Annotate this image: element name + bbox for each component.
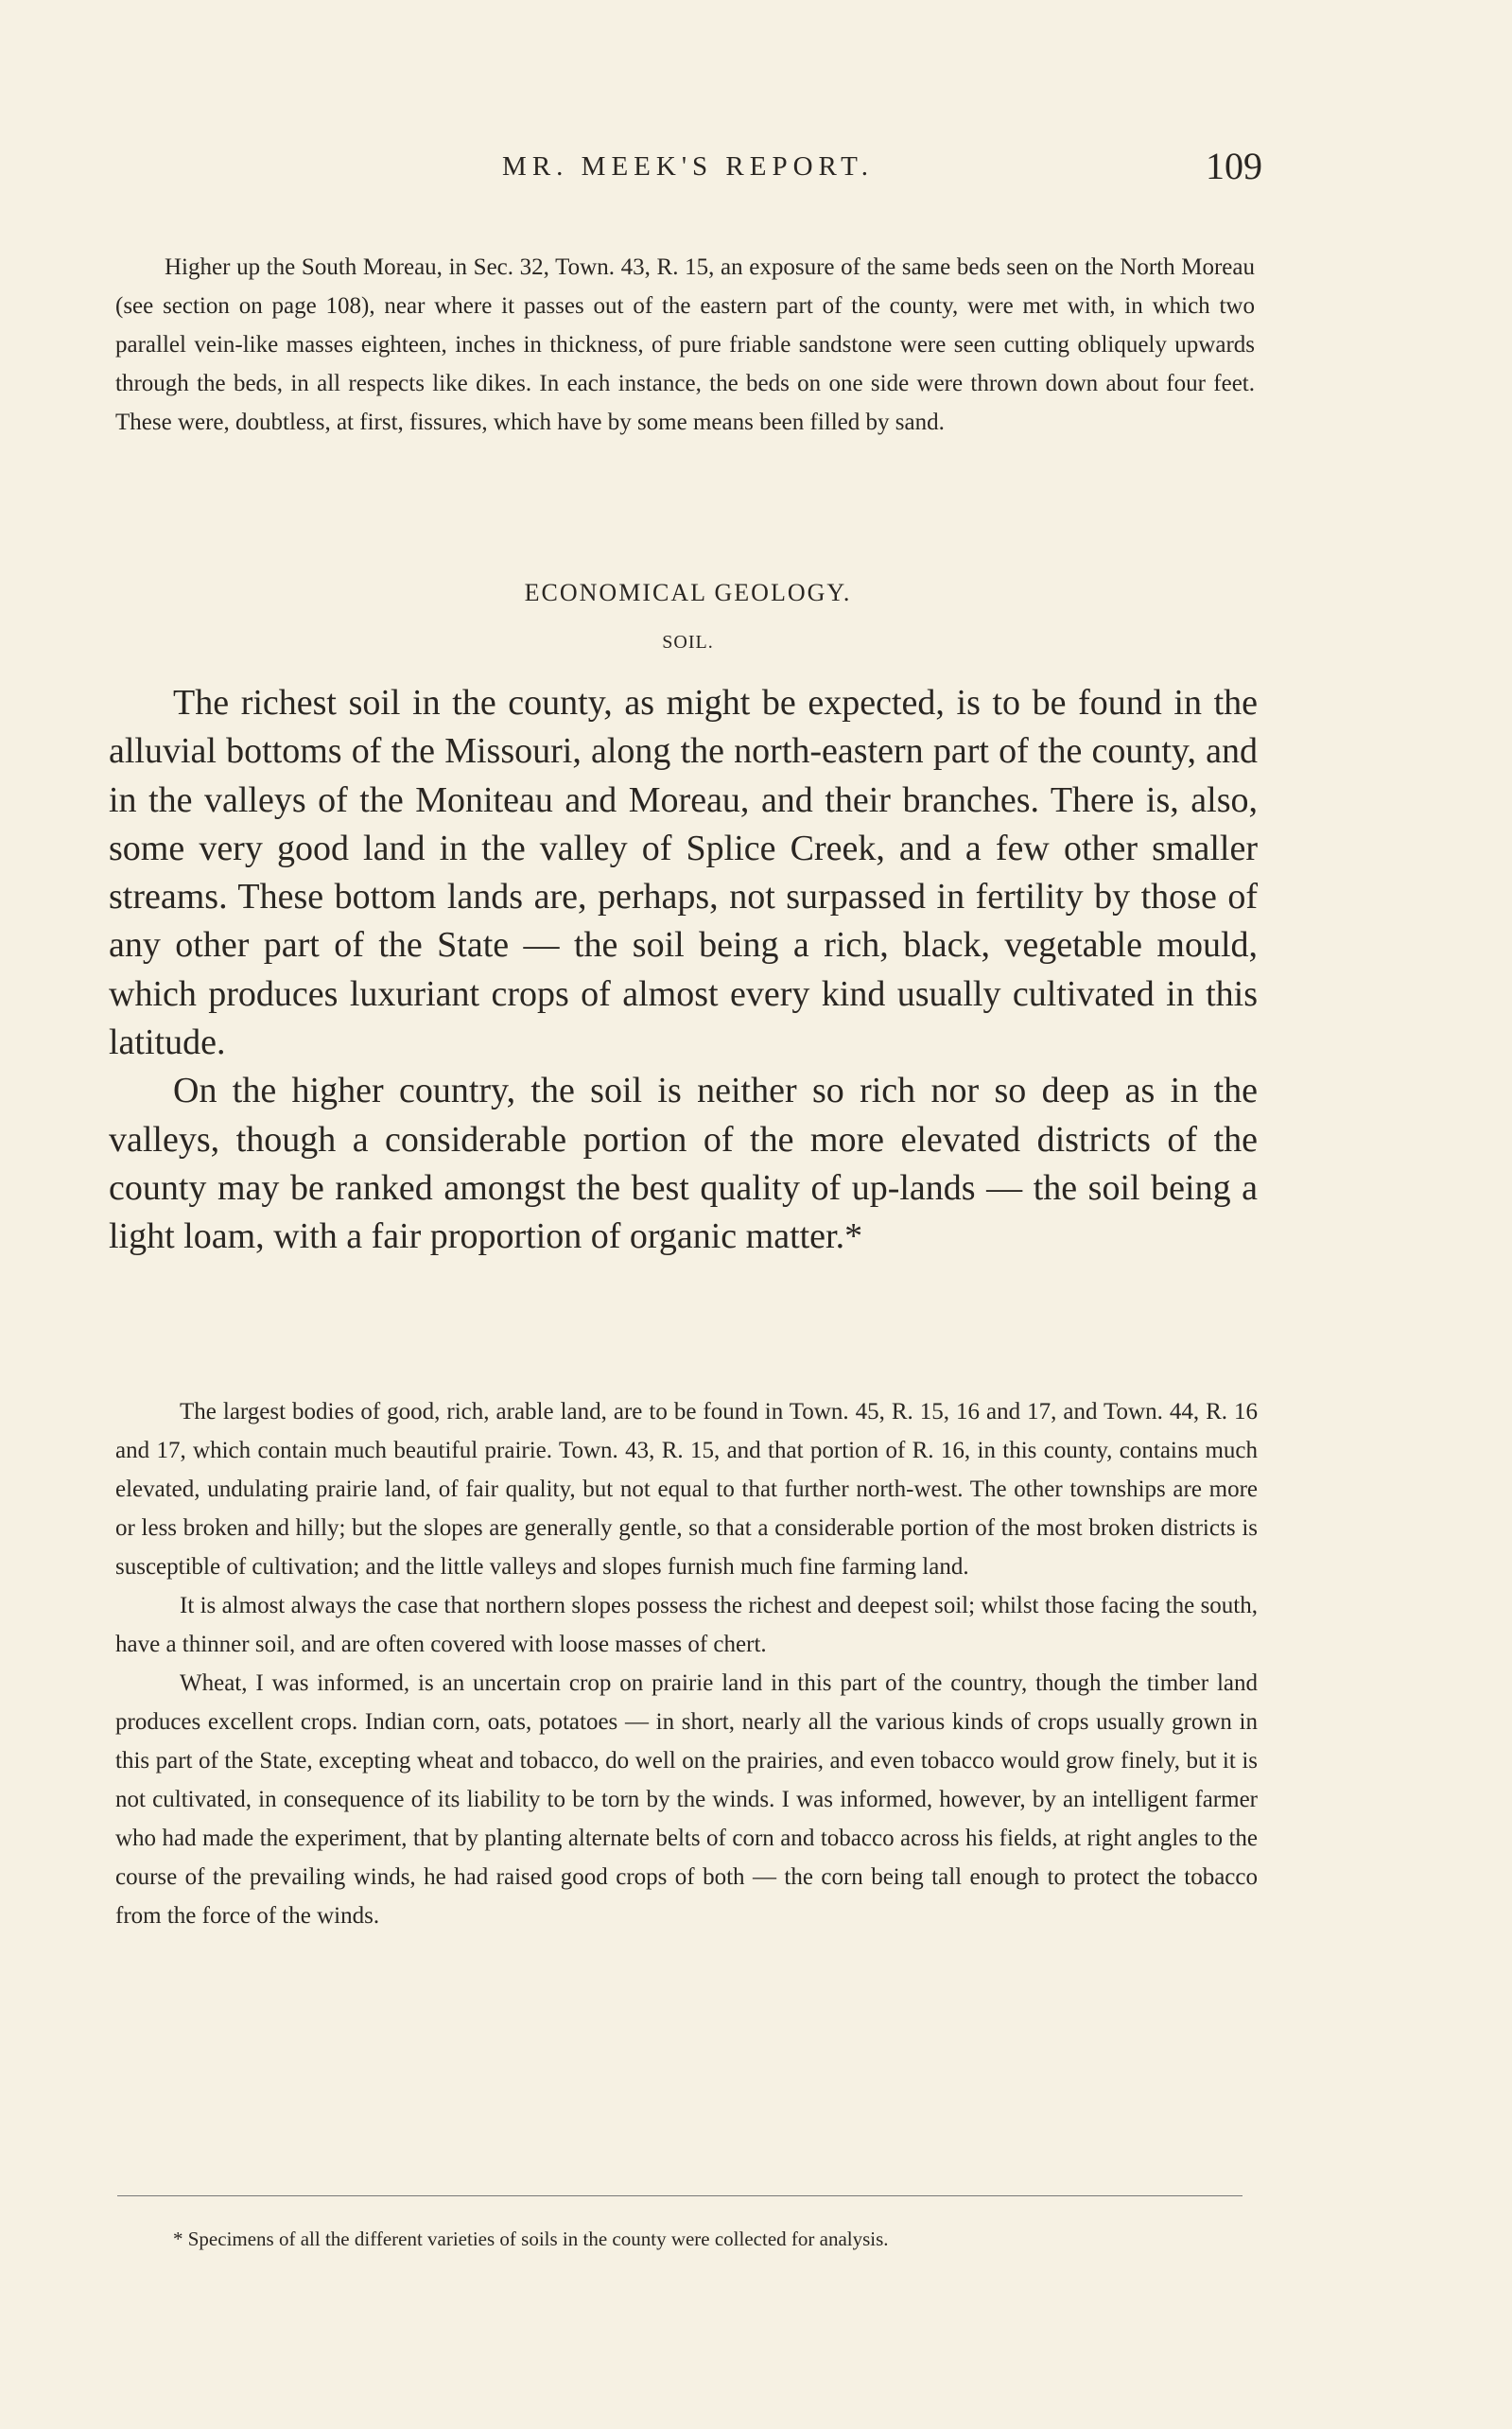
page-header xyxy=(113,144,1262,201)
intro-paragraph: Higher up the South Moreau, in Sec. 32, Town. 43, R. 15, an exposure of the same beds seen on the North Moreau (see section on page 108), near where it passes out of the eastern part of the county, were met with, in which two parallel vein-like masses eighteen, inches in thickness, of pure friable sandstone were seen cutting obliquely upwards through the beds, in all respects like dikes. In each instance, the beds on one side were thrown down about four feet. These were, doubtless, at first, fissures, which have by some means been filled by sand. xyxy=(115,254,1255,435)
subsection-heading: SOIL. xyxy=(662,632,714,653)
detail-paragraph-2: It is almost always the case that northern slopes possess the richest and deepest soil; whilst those facing the south, have a thinner soil, and are often covered with loose masses of chert. xyxy=(115,1593,1258,1657)
footnote-divider xyxy=(117,2195,1243,2196)
soil-detail-text xyxy=(115,1392,1258,1935)
detail-paragraph-1: The largest bodies of good, rich, arable land, are to be found in Town. 45, R. 15, 16 and 17, and Town. 44, R. 16 and 17, which contain much beautiful prairie. Town. 43, R. 15, and that portion of R. 16, in this county, contains much elevated, undulating prairie land, of fair quality, but not equal to that further north-west. The other townships are more or less broken and hilly; but the slopes are generally gentle, so that a considerable portion of the most broken districts is susceptible of cultivation; and the little valleys and slopes furnish much fine farming land. xyxy=(115,1399,1258,1580)
section-heading: ECONOMICAL GEOLOGY. xyxy=(524,579,852,606)
detail-paragraph-3: Wheat, I was informed, is an uncertain crop on prairie land in this part of the country, though the timber land produces excellent crops. Indian corn, oats, potatoes — in short, nearly all the various kinds of crops usually grown in this part of the State, excepting wheat and tobacco, do well on the prairies, and even tobacco would grow finely, but it is not cultivated, in consequence of its liability to be torn by the winds. I was informed, however, by an intelligent farmer who had made the experiment, that by planting alternate belts of corn and tobacco across his fields, at right angles to the course of the prevailing winds, he had raised good crops of both — the corn being tall enough to protect the tobacco from the force of the winds. xyxy=(115,1670,1258,1929)
soil-paragraph-2: On the higher country, the soil is neither so rich nor so deep as in the valleys, though a considerable portion of the more elevated districts of the county may be ranked amongst the best quality of up-lands — the soil being a light loam, with a fair proportion of organic matter.* xyxy=(109,1071,1258,1257)
soil-paragraph-1: The richest soil in the county, as might be expected, is to be found in the alluvial bottoms of the Missouri, along the north-eastern part of the county, and in the valleys of the Moniteau and Moreau, and their branches. There is, also, some very good land in the valley of Splice Creek, and a few other smaller streams. These bottom lands are, perhaps, not surpassed in fertility by those of any other part of the State — the soil being a rich, black, vegetable mould, which produces luxuriant crops of almost every kind usually cultivated in this latitude. xyxy=(109,683,1258,1063)
soil-main-text xyxy=(109,679,1258,1262)
intro-section xyxy=(115,248,1255,442)
footnote: * Specimens of all the different varieties of soils in the county were collected for analysis. xyxy=(173,2228,889,2250)
page-number: 109 xyxy=(1206,145,1262,187)
running-title: MR. MEEK'S REPORT. xyxy=(502,151,874,182)
